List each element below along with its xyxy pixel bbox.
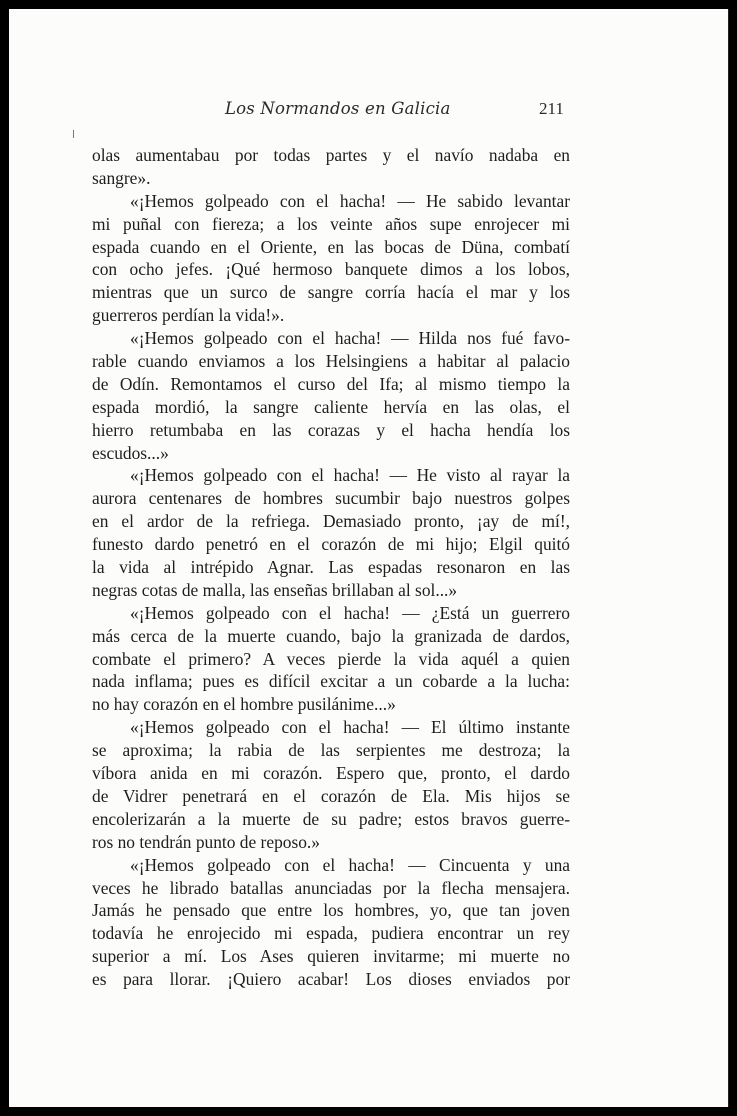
text-line: se aproxima; la rabia de las serpientes me destroza; la bbox=[92, 740, 570, 761]
text-line: funesto dardo penetró en el corazón de mi hijo; Elgil quitó bbox=[92, 534, 570, 555]
text-line: sangre». bbox=[92, 167, 151, 188]
text-line: con ocho jefes. ¡Qué hermoso banquete dimos a los lobos, bbox=[92, 259, 570, 280]
text-line: mi puñal con fiereza; a los veinte años supe enrojecer mi bbox=[92, 213, 570, 234]
text-line: «¡Hemos golpeado con el hacha! — El último instante bbox=[130, 717, 570, 738]
running-title: Los Normandos en Galicia bbox=[225, 99, 451, 118]
text-line: todavía he enrojecido mi espada, pudiera encontrar un rey bbox=[92, 923, 570, 944]
text-line: escudos...» bbox=[92, 442, 169, 463]
text-line: «¡Hemos golpeado con el hacha! — He sabido levantar bbox=[130, 190, 570, 211]
text-line: no hay corazón en el hombre pusilánime...» bbox=[92, 694, 396, 715]
text-line: superior a mí. Los Ases quieren invitarme; mi muerte no bbox=[92, 946, 570, 967]
text-line: «¡Hemos golpeado con el hacha! — He visto al rayar la bbox=[130, 465, 570, 486]
text-line: negras cotas de malla, las enseñas brillaban al sol...» bbox=[92, 579, 458, 600]
text-line: espada mordió, la sangre caliente hervía en las olas, el bbox=[92, 396, 570, 417]
margin-mark bbox=[73, 130, 74, 138]
text-line: es para llorar. ¡Quiero acabar! Los dioses enviados por bbox=[92, 969, 570, 990]
running-header bbox=[9, 99, 728, 123]
text-line: «¡Hemos golpeado con el hacha! — Hilda nos fué favo- bbox=[130, 328, 570, 349]
text-line: guerreros perdían la vida!». bbox=[92, 305, 285, 326]
text-line: Jamás he pensado que entre los hombres, yo, que tan joven bbox=[92, 900, 570, 921]
text-line: combate el primero? A veces pierde la vida aquél a quien bbox=[92, 648, 570, 669]
text-line: de Odín. Remontamos el curso del Ifa; al mismo tiempo la bbox=[92, 373, 570, 394]
text-line: la vida al intrépido Agnar. Las espadas resonaron en las bbox=[92, 557, 570, 578]
text-line: olas aumentabau por todas partes y el navío nadaba en bbox=[92, 145, 570, 165]
book-page bbox=[9, 9, 729, 1107]
text-line: hierro retumbaba en las corazas y el hacha hendía los bbox=[92, 419, 570, 440]
body-text bbox=[92, 144, 570, 991]
text-line: víbora anida en mi corazón. Espero que, pronto, el dardo bbox=[92, 763, 570, 784]
text-line: aurora centenares de hombres sucumbir bajo nuestros golpes bbox=[92, 488, 570, 509]
text-line: mientras que un surco de sangre corría hacía el mar y los bbox=[92, 282, 570, 303]
text-line: más cerca de la muerte cuando, bajo la granizada de dardos, bbox=[92, 625, 570, 646]
text-line: «¡Hemos golpeado con el hacha! — Cincuenta y una bbox=[130, 854, 570, 875]
text-line: encolerizarán a la muerte de su padre; estos bravos guerre- bbox=[92, 808, 570, 829]
text-line: «¡Hemos golpeado con el hacha! — ¿Está un guerrero bbox=[130, 602, 570, 623]
text-line: ros no tendrán punto de reposo.» bbox=[92, 831, 320, 852]
text-line: nada inflama; pues es difícil excitar a un cobarde a la lucha: bbox=[92, 671, 570, 692]
text-line: espada cuando en el Oriente, en las bocas de Düna, combatí bbox=[92, 236, 570, 257]
text-line: rable cuando enviamos a los Helsingiens a habitar al palacio bbox=[92, 351, 570, 372]
text-line: de Vidrer penetrará en el corazón de Ela. Mis hijos se bbox=[92, 785, 570, 806]
text-line: en el ardor de la refriega. Demasiado pronto, ¡ay de mí!, bbox=[92, 511, 570, 532]
page-number: 211 bbox=[539, 99, 564, 118]
text-line: veces he librado batallas anunciadas por la flecha mensajera. bbox=[92, 877, 570, 898]
